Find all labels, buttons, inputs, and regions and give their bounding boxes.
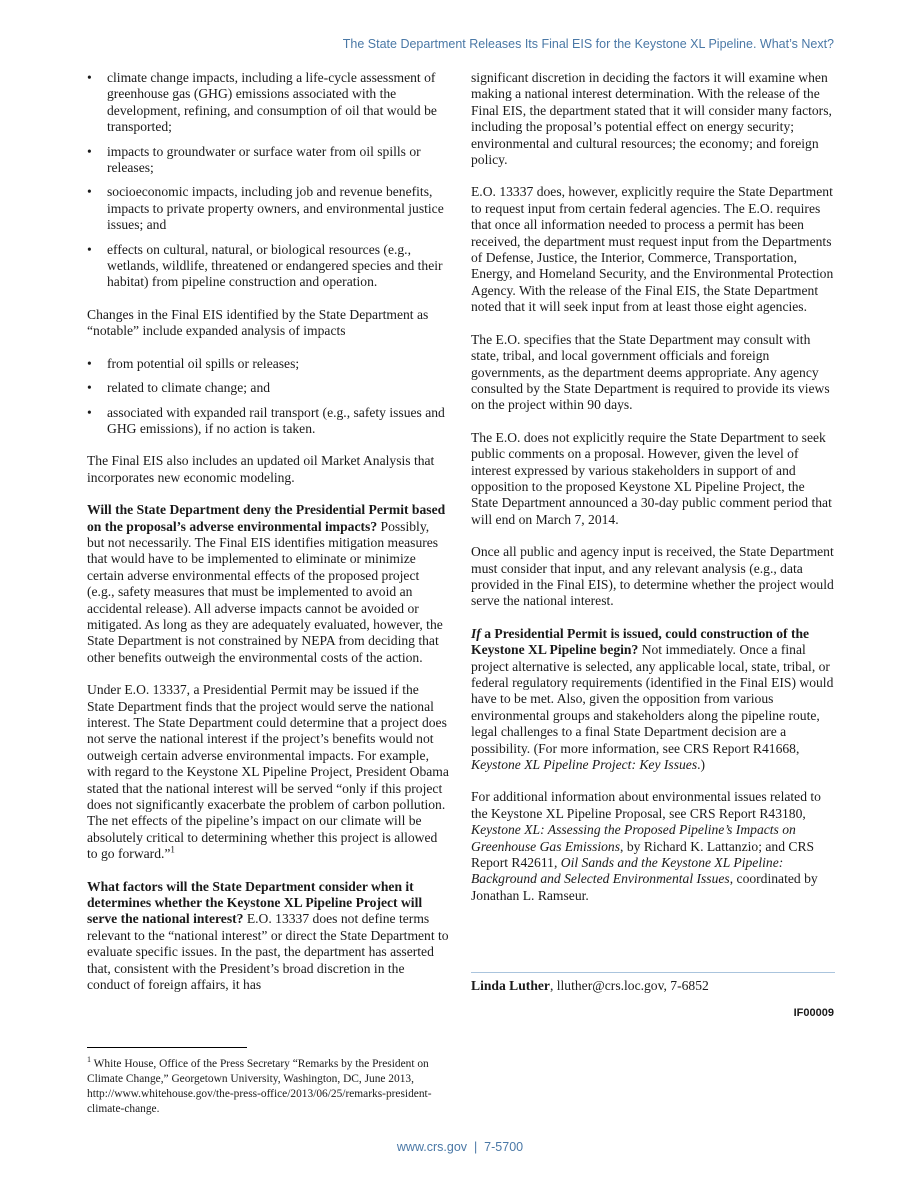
footnote-ref[interactable]: 1 <box>170 844 175 855</box>
construction-section: If a Presidential Permit is issued, could construction of the Keystone XL Pipeline begin? Not immediately. Once a final project alternative is selected, any applicable local, state, tribal, or federal regulatory requirements (identified in the Final EIS) would have to be met. Also, given the opposition from various environmental groups and stakeholders along the pipeline route, legal challenges to a final State Department decision are a possibility. (For more information, see CRS Report R41668, Keystone XL Pipeline Project: Key Issues.) <box>471 625 834 773</box>
market-paragraph: The Final EIS also includes an updated oil Market Analysis that incorporates new economic modeling. <box>87 453 435 485</box>
page-footer: www.crs.gov | 7-5700 <box>396 1140 524 1154</box>
left-column <box>87 70 449 1010</box>
bullet-icon: • <box>87 355 92 371</box>
list-item: • climate change impacts, including a life-cycle assessment of greenhouse gas (GHG) emissions associated with the development, refining, and consumption of oil that would be transported; <box>87 70 437 135</box>
author-line <box>471 978 709 994</box>
impacts-list <box>87 70 449 291</box>
list-item: • associated with expanded rail transport (e.g., safety issues and GHG emissions), if no action is taken. <box>87 404 445 436</box>
list-item: • related to climate change; and <box>87 380 271 396</box>
changes-intro: Changes in the Final EIS identified by the State Department as “notable” include expanded analysis of impacts <box>87 306 429 339</box>
bullet-icon: • <box>87 143 92 159</box>
deny-permit-section: Will the State Department deny the Presidential Permit based on the proposal’s adverse environmental impacts? Possibly, but not necessarily. The Final EIS identifies mitigation measures that would have to be implemented to eliminate or minimize certain adverse environmental effects of the proposed project (e.g., safety measures that must be implemented to avoid an accidental release). All adverse impacts cannot be avoided or mitigated. As long as they are adequately evaluated, however, the State Department is not constrained by NEPA from deciding that other benefits outweigh the environmental costs of the action. <box>87 502 446 665</box>
bullet-icon: • <box>87 404 92 420</box>
question-heading: Will the State Department deny the Presidential Permit based on the proposal’s adverse environmental impacts? <box>87 502 446 534</box>
author-name: Linda Luther <box>471 978 550 993</box>
paragraph: Once all public and agency input is received, the State Department must consider that input, and any relevant analysis (e.g., data provided in the Final EIS), to determine whether the project would serve the national interest. <box>471 544 834 609</box>
changes-list <box>87 356 449 438</box>
paragraph: E.O. 13337 does, however, explicitly require the State Department to request input from certain federal agencies. The E.O. requires that once all information needed to process a permit has been received, the department must request input from the Departments of Defense, Justice, the Interior, Commerce, Transportation, Energy, and Homeland Security, and the Environmental Protection Agency. With the release of the Final EIS, the State Department noted that it will seek input from at least those eight agencies. <box>471 184 834 315</box>
list-item: • socioeconomic impacts, including job and revenue benefits, impacts to private property owners, and environmental justice issues; and <box>87 184 444 233</box>
paragraph: significant discretion in deciding the factors it will examine when making a national interest determination. With the release of the Final EIS, the department stated that it will consider many factors, including the proposal’s potential effect on energy security; environmental and cultural resources; the economy; and foreign policy. <box>471 70 832 168</box>
right-column <box>471 70 835 920</box>
paragraph: The E.O. specifies that the State Department may consult with state, tribal, and local government officials and foreign governments, as the department deems appropriate. Any agency consulted by the State Department is required to provide its views on the project within 90 days. <box>471 331 830 413</box>
list-item: • impacts to groundwater or surface water from oil spills or releases; <box>87 143 421 176</box>
bullet-icon: • <box>87 70 92 85</box>
author-contact: , lluther@crs.loc.gov, 7-6852 <box>549 978 709 993</box>
footnote: $^1$ White House, Office of the Press Secretary “Remarks by the President on Climate Change,” Georgetown University, Washington, DC, June 2013, http://www.whitehouse.gov/the-press-office/2013/06/25/remarks-president-climate-change. <box>87 1055 432 1115</box>
bullet-icon: • <box>87 184 92 200</box>
additional-info: For additional information about environmental issues related to the Keystone XL Pipeline Proposal, see CRS Report R43180, Keystone XL: Assessing the Proposed Pipeline’s Impacts on Greenhouse Gas Emissions, by Richard K. Lattanzio; and CRS Report R42611, Oil Sands and the Keystone XL Pipeline: Background and Selected Environmental Issues, coordinated by Jonathan L. Ramseur. <box>471 789 821 903</box>
running-header: The State Department Releases Its Final EIS for the Keystone XL Pipeline. What’s Next? <box>342 37 834 51</box>
footnote-divider <box>87 1047 247 1048</box>
question-heading: What factors will the State Department consider when it determines whether the Keystone XL Pipeline Project will serve the national interest? <box>87 878 423 927</box>
document-id: IF00009 <box>793 1007 834 1019</box>
list-item: • effects on cultural, natural, or biological resources (e.g., wetlands, wildlife, threatened or endangered species and their habitat) from pipeline construction and operation. <box>87 241 443 290</box>
list-item: • from potential oil spills or releases; <box>87 355 300 371</box>
factors-section: What factors will the State Department consider when it determines whether the Keystone XL Pipeline Project will serve the national interest? E.O. 13337 does not define terms relevant to the “national interest” or direct the State Department to evaluate specific issues. In the past, the department has asserted that, consistent with the President’s broad discretion in the conduct of foreign affairs, it has <box>87 878 449 993</box>
author-divider <box>471 972 835 973</box>
eo-paragraph: Under E.O. 13337, a Presidential Permit may be issued if the State Department finds that the project would serve the national interest. The State Department could determine that a project does not serve the national interest if the project’s benefits would not outweigh certain adverse environmental impacts. For example, with regard to the Keystone XL Pipeline Project, President Obama stated that the national interest will be served “only if this project does not significantly exacerbate the problem of carbon pollution. The net effects of the pipeline’s impact on our climate will be absolutely critical to determining whether this project is allowed to go forward.”$^1$ <box>87 682 449 862</box>
question-heading: If a Presidential Permit is issued, could construction of the Keystone XL Pipeline begin? <box>471 625 810 658</box>
bullet-icon: • <box>87 241 92 257</box>
bullet-icon: • <box>87 380 92 396</box>
paragraph: The E.O. does not explicitly require the State Department to seek public comments on a proposal. However, given the level of interest expressed by various stakeholders in support of and opposition to the proposed Keystone XL Pipeline Project, the State Department announced a 30-day public comment period that will end on March 7, 2014. <box>471 429 832 527</box>
